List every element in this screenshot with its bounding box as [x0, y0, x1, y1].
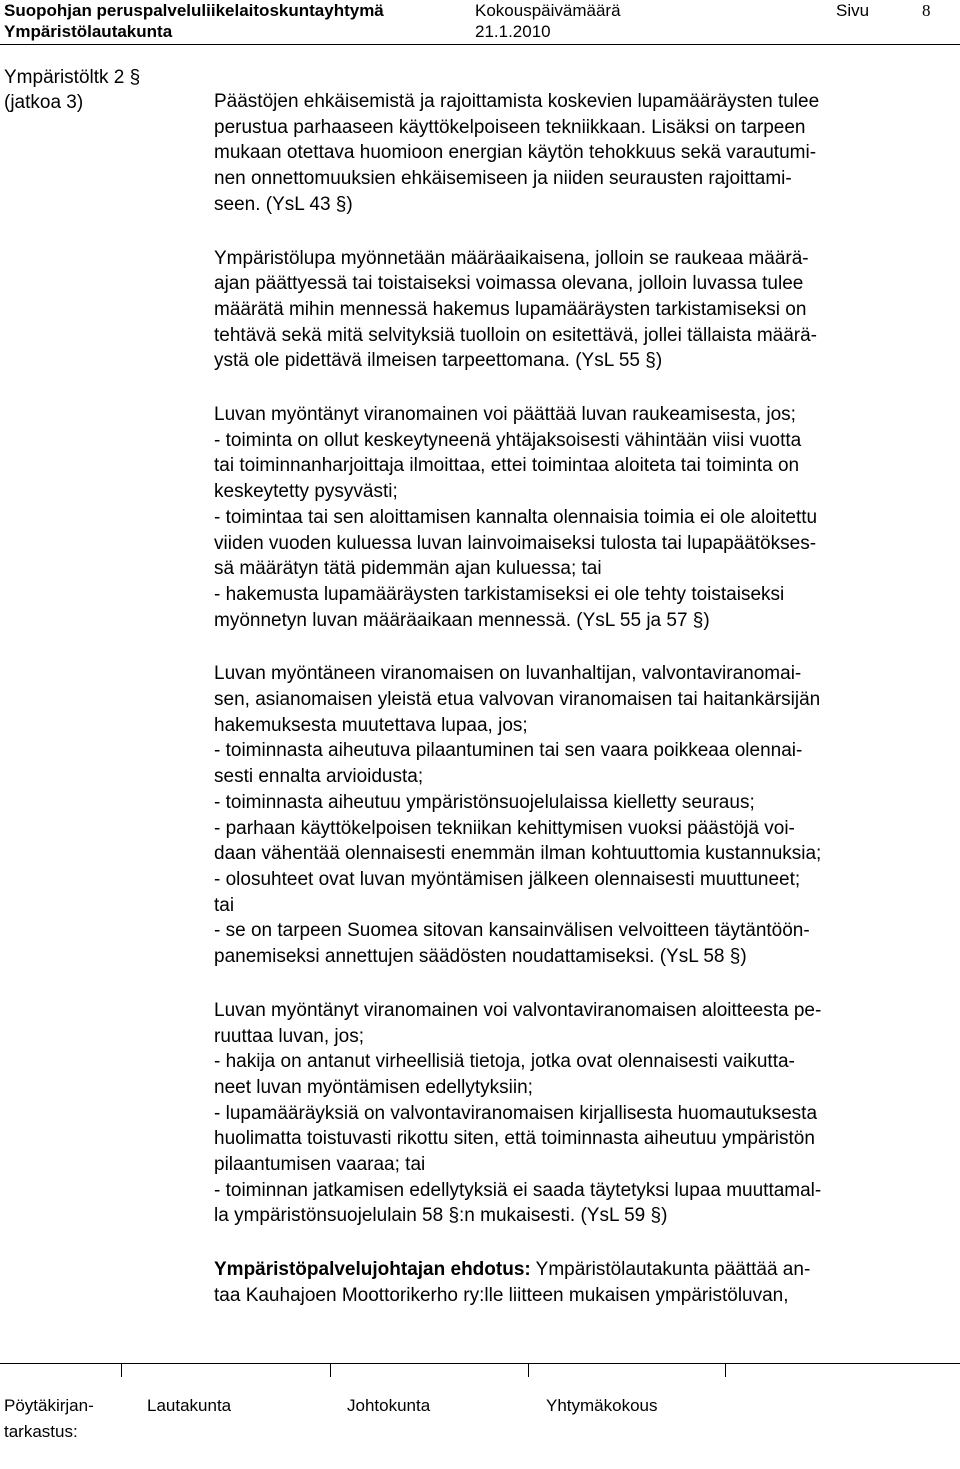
paragraph-line: Ympäristölupa myönnetään määräaikaisena, jolloin se raukeaa määrä-	[214, 247, 809, 269]
proposal-paragraph	[214, 1257, 930, 1308]
footer-executive-label: Johtokunta	[347, 1396, 431, 1415]
paragraph-line: sesti ennalta arvioidusta;	[214, 766, 424, 788]
paragraph-line: seen. (YsL 43 §)	[214, 193, 353, 215]
paragraph-line: tai	[214, 894, 235, 916]
page-number: 8	[922, 1, 931, 20]
body-paragraph	[214, 402, 930, 633]
body-paragraph	[214, 998, 930, 1229]
paragraph-line: ajan päättyessä tai toistaiseksi voimassa olevana, jolloin luvassa tulee	[214, 273, 804, 295]
footer-divider	[0, 1363, 960, 1364]
paragraph-line: viiden vuoden kuluessa luvan lainvoimaiseksi tulosta tai lupapäätökses-	[214, 532, 817, 554]
paragraph-line: pilaantumisen vaaraa; tai	[214, 1154, 426, 1176]
paragraph-line: myönnetyn luvan määräaikaan mennessä. (YsL 55 ja 57 §)	[214, 609, 710, 631]
paragraph-line: daan vähentää olennaisesti enemmän ilman kohtuuttomia kustannuksia;	[214, 843, 822, 865]
section-title: Ympäristöltk 2 §	[4, 67, 141, 88]
body-paragraph	[214, 246, 930, 375]
document-body	[214, 89, 930, 1337]
paragraph-line: - toiminnasta aiheutuva pilaantuminen tai sen vaara poikkeaa olennai-	[214, 740, 803, 762]
paragraph-line: - parhaan käyttökelpoisen tekniikan kehittymisen vuoksi päästöjä voi-	[214, 817, 795, 839]
section-continuation: (jatkoa 3)	[4, 92, 84, 113]
paragraph-line: sen, asianomaisen yleistä etua valvovan viranomaisen tai haitankärsijän	[214, 689, 821, 711]
paragraph-line: Päästöjen ehkäisemistä ja rajoittamista koskevien lupamääräysten tulee	[214, 91, 820, 112]
body-paragraph	[214, 89, 930, 218]
paragraph-line: mukaan otettava huomioon energian käytön tehokkuus sekä varautumi-	[214, 142, 817, 164]
document-header	[0, 0, 960, 44]
paragraph-line: tehtävä sekä mitä selvityksiä tuolloin on esitettävä, jollei tällaista määrä-	[214, 324, 818, 346]
footer-review-line2: tarkastus:	[4, 1422, 78, 1441]
paragraph-line: - se on tarpeen Suomea sitovan kansainvälisen velvoitteen täytäntöön-	[214, 920, 810, 942]
paragraph-line: määrätä mihin mennessä hakemus lupamääräysten tarkistamiseksi on	[214, 298, 807, 320]
proposal-text: Ympäristölautakunta päättää an-	[530, 1259, 811, 1281]
header-divider	[0, 44, 960, 45]
paragraph-line: keskeytetty pysyvästi;	[214, 481, 398, 503]
committee-name: Ympäristölautakunta	[4, 22, 173, 41]
proposal-label: Ympäristöpalvelujohtajan ehdotus:	[214, 1259, 531, 1281]
footer-review-label	[4, 1393, 94, 1445]
footer-tick	[528, 1363, 529, 1377]
paragraph-list	[214, 89, 930, 1229]
meeting-date: 21.1.2010	[475, 22, 551, 41]
paragraph-line: panemiseksi annettujen säädösten noudattamiseksi. (YsL 58 §)	[214, 946, 747, 968]
paragraph-line: Luvan myöntänyt viranomainen voi päättää luvan raukeamisesta, jos;	[214, 404, 796, 426]
paragraph-line: - hakija on antanut virheellisiä tietoja, jotka ovat olennaisesti vaikutta-	[214, 1051, 795, 1073]
paragraph-line: huolimatta toistuvasti rikottu siten, että toiminnasta aiheutuu ympäristön	[214, 1128, 815, 1150]
paragraph-line: Luvan myöntänyt viranomainen voi valvontaviranomaisen aloitteesta pe-	[214, 999, 822, 1021]
paragraph-line: neet luvan myöntämisen edellytyksiin;	[214, 1076, 533, 1098]
paragraph-line: Luvan myöntäneen viranomaisen on luvanhaltijan, valvontaviranomai-	[214, 663, 802, 685]
paragraph-line: hakemuksesta muutettava lupaa, jos;	[214, 714, 528, 736]
paragraph-line: - toiminnasta aiheutuu ympäristönsuojelulaissa kielletty seuraus;	[214, 791, 755, 813]
paragraph-line: - toimintaa tai sen aloittamisen kannalta olennaisia toimia ei ole aloitettu	[214, 506, 818, 528]
paragraph-line: perustua parhaaseen käyttökelpoiseen tekniikkaan. Lisäksi on tarpeen	[214, 116, 806, 138]
paragraph-line: - hakemusta lupamääräysten tarkistamiseksi ei ole tehty toistaiseksi	[214, 583, 785, 605]
organization-name: Suopohjan peruspalveluliikelaitoskuntayhtymä	[4, 1, 384, 20]
page-label: Sivu	[836, 1, 870, 20]
footer-tick	[330, 1363, 331, 1377]
footer-review-line1: Pöytäkirjan-	[4, 1396, 94, 1415]
paragraph-line: - lupamääräyksiä on valvontaviranomaisen kirjallisesta huomautuksesta	[214, 1102, 818, 1124]
footer-board-label: Lautakunta	[147, 1396, 232, 1415]
paragraph-line: - toiminta on ollut keskeytyneenä yhtäjaksoisesti vähintään viisi vuotta	[214, 429, 802, 451]
proposal-line: taa Kauhajoen Moottorikerho ry:lle liitteen mukaisen ympäristöluvan,	[214, 1284, 789, 1306]
paragraph-line: ruuttaa luvan, jos;	[214, 1025, 364, 1047]
footer-tick	[725, 1363, 726, 1377]
meeting-date-label: Kokouspäivämäärä	[475, 1, 621, 20]
proposal-line	[214, 1257, 930, 1283]
paragraph-line: la ympäristönsuojelulain 58 §:n mukaisesti. (YsL 59 §)	[214, 1205, 668, 1227]
paragraph-line: nen onnettomuuksien ehkäisemiseen ja niiden seurausten rajoittami-	[214, 168, 792, 190]
footer-tick	[121, 1363, 122, 1377]
paragraph-line: tai toiminnanharjoittaja ilmoittaa, ettei toimintaa aloiteta tai toiminta on	[214, 455, 800, 477]
paragraph-line: - toiminnan jatkamisen edellytyksiä ei saada täytetyksi lupaa muuttamal-	[214, 1179, 822, 1201]
body-paragraph	[214, 661, 930, 969]
paragraph-line: ystä ole pidettävä ilmeisen tarpeettomana. (YsL 55 §)	[214, 350, 663, 372]
paragraph-line: - olosuhteet ovat luvan myöntämisen jälkeen olennaisesti muuttuneet;	[214, 868, 801, 890]
footer-assembly-label: Yhtymäkokous	[546, 1396, 658, 1415]
paragraph-line: sä määrätyn tätä pidemmän ajan kuluessa; tai	[214, 558, 602, 580]
